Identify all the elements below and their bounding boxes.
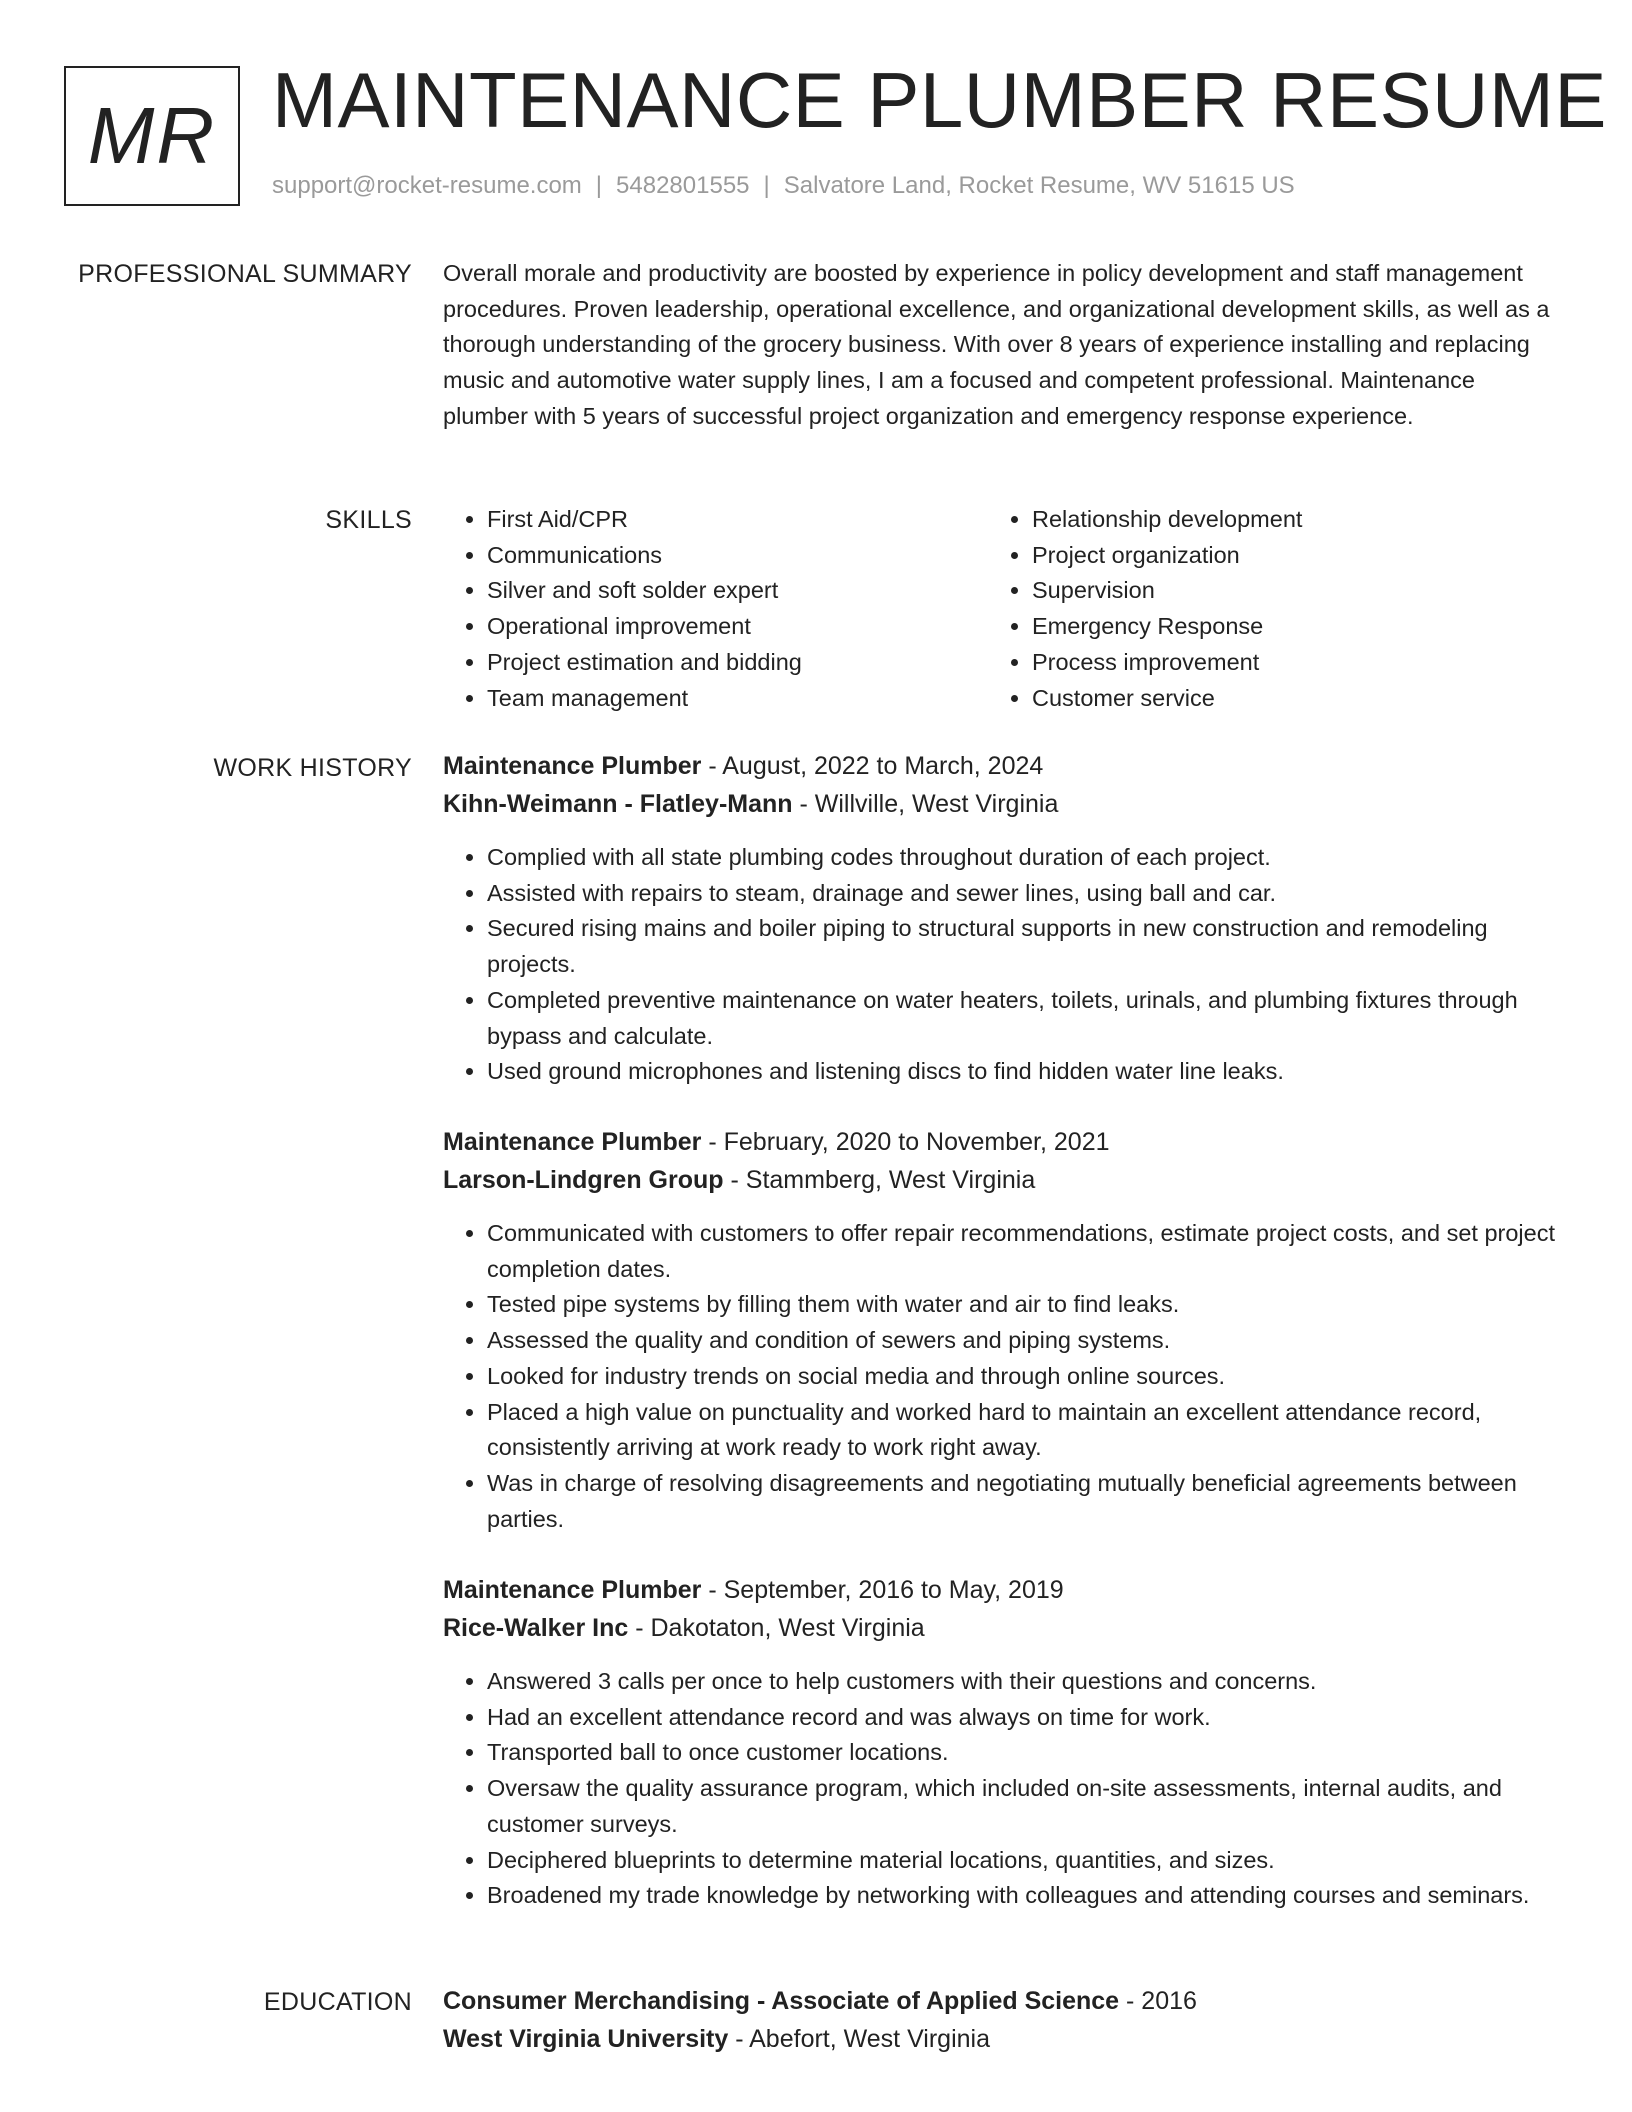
skill-item: • Customer service [1032,681,1533,717]
skill-item: • Relationship development [1032,502,1533,538]
job-location: - Stammberg, West Virginia [723,1165,1036,1194]
job-entry [443,1124,1563,1537]
job-bullet: • Assessed the quality and condition of sewers and piping systems. [487,1323,1563,1359]
job-dates: - August, 2022 to March, 2024 [701,752,1044,780]
contact-email[interactable]: support@rocket-resume.com [272,172,582,199]
education-year: - 2016 [1119,1987,1197,2015]
job-bullet: • Used ground microphones and listening discs to find hidden water line leaks. [487,1054,1563,1090]
contact-separator: | [763,172,770,199]
skill-item: • Emergency Response [1032,609,1533,645]
monogram-badge [64,66,240,206]
section-heading-skills: SKILLS [325,506,412,534]
job-location: - Dakotaton, West Virginia [628,1613,925,1642]
job-bullet: • Communicated with customers to offer repair recommendations, estimate project costs, and set project completion dates. [487,1216,1563,1287]
job-title: Maintenance Plumber [443,752,702,780]
resume-title: MAINTENANCE PLUMBER RESUME [272,56,1607,144]
skill-item: • Supervision [1032,573,1533,609]
job-entry [443,748,1563,1090]
job-bullet: • Was in charge of resolving disagreements and negotiating mutually beneficial agreements between parties. [487,1466,1563,1537]
job-company-line [443,1162,1563,1200]
education-school: West Virginia University [443,2024,729,2053]
skills-list [443,502,1563,716]
education-school-line [443,2021,1563,2059]
skill-item: • Silver and soft solder expert [487,573,988,609]
skill-item: • Operational improvement [487,609,988,645]
contact-address: Salvatore Land, Rocket Resume, WV 51615 US [783,172,1295,199]
skill-item: • Team management [487,681,988,717]
job-bullet: • Deciphered blueprints to determine material locations, quantities, and sizes. [487,1843,1563,1879]
summary-text: Overall morale and productivity are boosted by experience in policy development and staff management procedures. Proven leadership, operational excellence, and organizational development skills, as well as a thorough understanding of the grocery business. With over 8 years of experience installing and replacing music and automotive water supply lines, I am a focused and competent professional. Maintenance plumber with 5 years of successful project organization and emergency response experience. [443,260,1550,429]
education-entry [443,1983,1563,2058]
section-heading-work-history: WORK HISTORY [213,754,412,782]
skills-column-right [988,502,1533,716]
job-bullet: • Transported ball to once customer locations. [487,1735,1563,1771]
job-bullet: • Tested pipe systems by filling them with water and air to find leaks. [487,1287,1563,1323]
skills-column-left [443,502,988,716]
job-company: Kihn-Weimann - Flatley-Mann [443,789,793,818]
education-location: - Abefort, West Virginia [728,2024,990,2053]
section-heading-summary: PROFESSIONAL SUMMARY [78,260,412,288]
job-title-line [443,748,1563,786]
job-bullets [443,840,1563,1090]
job-bullet: • Oversaw the quality assurance program, which included on-site assessments, internal audits, and customer surveys. [487,1771,1563,1842]
job-dates: - February, 2020 to November, 2021 [701,1128,1110,1156]
job-company: Larson-Lindgren Group [443,1165,724,1194]
job-bullet: • Broadened my trade knowledge by networking with colleagues and attending courses and seminars. [487,1878,1563,1914]
job-bullet: • Had an excellent attendance record and was always on time for work. [487,1700,1563,1736]
contact-line [272,172,1295,200]
job-dates: - September, 2016 to May, 2019 [701,1576,1064,1604]
job-company: Rice-Walker Inc [443,1613,629,1642]
skill-item: • Project organization [1032,538,1533,574]
skill-item: • Process improvement [1032,645,1533,681]
section-heading-education: EDUCATION [263,1988,412,2016]
contact-phone[interactable]: 5482801555 [616,172,750,199]
job-bullets [443,1664,1563,1914]
job-company-line [443,1610,1563,1648]
job-entry [443,1572,1563,1914]
skill-item: • Communications [487,538,988,574]
job-bullet: • Looked for industry trends on social media and through online sources. [487,1359,1563,1395]
skill-item: • Project estimation and bidding [487,645,988,681]
job-bullet: • Complied with all state plumbing codes throughout duration of each project. [487,840,1563,876]
job-bullet: • Completed preventive maintenance on water heaters, toilets, urinals, and plumbing fixtures through bypass and calculate. [487,983,1563,1054]
contact-separator: | [595,172,603,199]
job-location: - Willville, West Virginia [792,789,1059,818]
education-degree: Consumer Merchandising - Associate of Applied Science [443,1987,1120,2015]
job-title-line [443,1124,1563,1162]
job-bullets [443,1216,1563,1537]
job-bullet: • Assisted with repairs to steam, drainage and sewer lines, using ball and car. [487,876,1563,912]
job-company-line [443,786,1563,824]
job-bullet: • Secured rising mains and boiler piping to structural supports in new construction and remodeling projects. [487,911,1563,982]
job-title: Maintenance Plumber [443,1576,702,1604]
education-degree-line [443,1983,1563,2021]
job-title-line [443,1572,1563,1610]
skill-item: • First Aid/CPR [487,502,988,538]
monogram-initials: MR [87,91,217,180]
job-bullet: • Answered 3 calls per once to help customers with their questions and concerns. [487,1664,1563,1700]
job-title: Maintenance Plumber [443,1128,702,1156]
job-bullet: • Placed a high value on punctuality and worked hard to maintain an excellent attendance record, consistently arriving at work ready to work right away. [487,1395,1563,1466]
